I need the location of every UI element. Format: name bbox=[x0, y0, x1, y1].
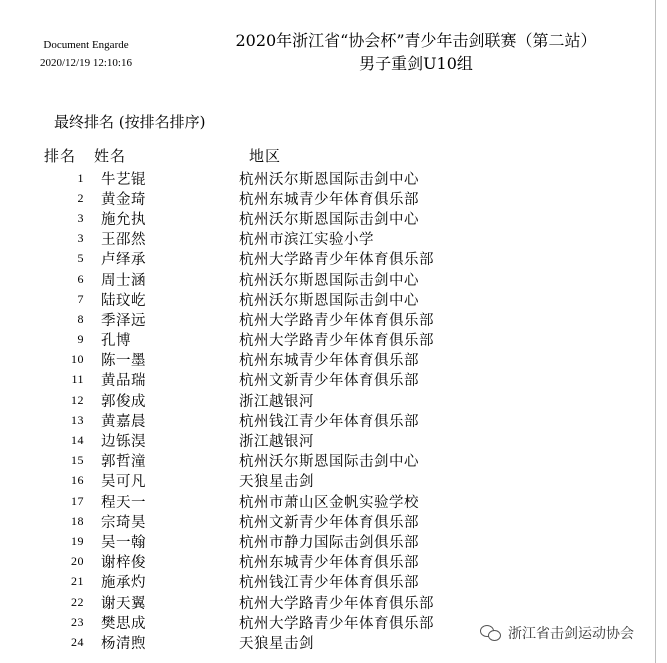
rank-cell: 14 bbox=[71, 433, 84, 448]
rank-cell: 2 bbox=[77, 190, 84, 205]
table-row bbox=[44, 491, 564, 511]
rank-cell: 7 bbox=[77, 291, 84, 306]
region-cell: 天狼星击剑 bbox=[239, 474, 314, 491]
name-cell: 牛艺锟 bbox=[101, 171, 146, 188]
document-subtitle: 男子重剑U10组 bbox=[359, 54, 473, 73]
name-cell: 樊思成 bbox=[101, 615, 146, 632]
table-row bbox=[44, 390, 564, 410]
name-cell: 周士涵 bbox=[101, 272, 146, 289]
name-cell: 王邵然 bbox=[101, 232, 146, 249]
table-row bbox=[44, 330, 564, 350]
region-cell: 杭州文新青少年体育俱乐部 bbox=[239, 514, 419, 531]
table-row bbox=[44, 289, 564, 309]
table-row bbox=[44, 592, 564, 612]
rank-cell: 6 bbox=[77, 271, 84, 286]
region-cell: 天狼星击剑 bbox=[239, 635, 314, 652]
rank-cell: 3 bbox=[77, 210, 84, 225]
rank-cell: 5 bbox=[77, 251, 84, 266]
rank-cell: 9 bbox=[77, 332, 84, 347]
region-cell: 杭州沃尔斯恩国际击剑中心 bbox=[239, 171, 419, 188]
table-row bbox=[44, 168, 564, 188]
region-cell: 杭州东城青少年体育俱乐部 bbox=[239, 353, 419, 370]
table-row bbox=[44, 451, 564, 471]
rank-cell: 3 bbox=[77, 231, 84, 246]
table-row bbox=[44, 572, 564, 592]
rank-cell: 16 bbox=[71, 473, 84, 488]
region-cell: 杭州东城青少年体育俱乐部 bbox=[239, 555, 419, 572]
rank-cell: 17 bbox=[71, 493, 84, 508]
watermark-text: 浙江省击剑运动协会 bbox=[508, 626, 634, 642]
rank-cell: 20 bbox=[71, 554, 84, 569]
table-row bbox=[44, 552, 564, 572]
section-title: 最终排名 (按排名排序) bbox=[54, 113, 206, 131]
region-cell: 杭州市萧山区金帆实验学校 bbox=[239, 494, 419, 511]
table-body bbox=[44, 168, 564, 653]
rank-cell: 19 bbox=[71, 533, 84, 548]
document-meta bbox=[16, 36, 156, 72]
document-title: 2020年浙江省“协会杯”青少年击剑联赛（第二站） bbox=[235, 31, 597, 50]
name-cell: 黄嘉晨 bbox=[101, 413, 146, 430]
region-cell: 浙江越银河 bbox=[239, 393, 314, 410]
rank-cell: 21 bbox=[71, 574, 84, 589]
column-header-region: 地区 bbox=[249, 146, 282, 165]
region-cell: 杭州沃尔斯恩国际击剑中心 bbox=[239, 292, 419, 309]
name-cell: 郭哲潼 bbox=[101, 454, 146, 471]
name-cell: 卢绎承 bbox=[101, 252, 146, 269]
column-header-rank: 排名 bbox=[44, 146, 77, 165]
name-cell: 孔博 bbox=[101, 333, 131, 350]
name-cell: 杨清煦 bbox=[101, 635, 146, 652]
rank-cell: 18 bbox=[71, 513, 84, 528]
name-cell: 施允执 bbox=[101, 211, 146, 228]
name-cell: 吴可凡 bbox=[101, 474, 146, 491]
region-cell: 杭州沃尔斯恩国际击剑中心 bbox=[239, 211, 419, 228]
table-header bbox=[44, 142, 564, 168]
name-cell: 谢梓俊 bbox=[101, 555, 146, 572]
rank-cell: 12 bbox=[71, 392, 84, 407]
name-cell: 宗琦昊 bbox=[101, 514, 146, 531]
table-row bbox=[44, 410, 564, 430]
report-timestamp: 2020/12/19 12:10:16 bbox=[40, 57, 132, 69]
watermark bbox=[476, 622, 638, 644]
table-row bbox=[44, 309, 564, 329]
ranking-table bbox=[44, 142, 564, 653]
region-cell: 杭州市静力国际击剑俱乐部 bbox=[239, 534, 419, 551]
table-row bbox=[44, 249, 564, 269]
rank-cell: 24 bbox=[71, 634, 84, 649]
table-row bbox=[44, 229, 564, 249]
rank-cell: 13 bbox=[71, 412, 84, 427]
name-cell: 黄金琦 bbox=[101, 191, 146, 208]
rank-cell: 1 bbox=[77, 170, 84, 185]
table-row bbox=[44, 350, 564, 370]
name-cell: 黄品瑞 bbox=[101, 373, 146, 390]
region-cell: 杭州沃尔斯恩国际击剑中心 bbox=[239, 272, 419, 289]
table-row bbox=[44, 370, 564, 390]
name-cell: 陆玟屹 bbox=[101, 292, 146, 309]
table-row bbox=[44, 430, 564, 450]
name-cell: 边铄淏 bbox=[101, 434, 146, 451]
name-cell: 季泽远 bbox=[101, 312, 146, 329]
rank-cell: 8 bbox=[77, 311, 84, 326]
region-cell: 杭州钱江青少年体育俱乐部 bbox=[239, 575, 419, 592]
name-cell: 吴一翰 bbox=[101, 534, 146, 551]
name-cell: 程天一 bbox=[101, 494, 146, 511]
rank-cell: 11 bbox=[71, 372, 84, 387]
region-cell: 浙江越银河 bbox=[239, 434, 314, 451]
rank-cell: 10 bbox=[71, 352, 84, 367]
name-cell: 谢天翼 bbox=[101, 595, 146, 612]
name-cell: 施承灼 bbox=[101, 575, 146, 592]
region-cell: 杭州文新青少年体育俱乐部 bbox=[239, 373, 419, 390]
column-header-name: 姓名 bbox=[94, 146, 127, 165]
region-cell: 杭州大学路青少年体育俱乐部 bbox=[239, 333, 434, 350]
region-cell: 杭州大学路青少年体育俱乐部 bbox=[239, 312, 434, 329]
region-cell: 杭州大学路青少年体育俱乐部 bbox=[239, 615, 434, 632]
page-border bbox=[655, 0, 656, 663]
table-row bbox=[44, 208, 564, 228]
region-cell: 杭州沃尔斯恩国际击剑中心 bbox=[239, 454, 419, 471]
region-cell: 杭州大学路青少年体育俱乐部 bbox=[239, 252, 434, 269]
table-row bbox=[44, 511, 564, 531]
region-cell: 杭州大学路青少年体育俱乐部 bbox=[239, 595, 434, 612]
rank-cell: 23 bbox=[71, 614, 84, 629]
document-titles bbox=[200, 29, 632, 75]
region-cell: 杭州市滨江实验小学 bbox=[239, 232, 374, 249]
rank-cell: 22 bbox=[71, 594, 84, 609]
rank-cell: 15 bbox=[71, 453, 84, 468]
region-cell: 杭州东城青少年体育俱乐部 bbox=[239, 191, 419, 208]
name-cell: 陈一墨 bbox=[101, 353, 146, 370]
table-row bbox=[44, 471, 564, 491]
name-cell: 郭俊成 bbox=[101, 393, 146, 410]
wechat-icon bbox=[480, 624, 502, 642]
table-row bbox=[44, 531, 564, 551]
table-row bbox=[44, 269, 564, 289]
table-row bbox=[44, 188, 564, 208]
software-name: Document Engarde bbox=[43, 39, 129, 51]
region-cell: 杭州钱江青少年体育俱乐部 bbox=[239, 413, 419, 430]
